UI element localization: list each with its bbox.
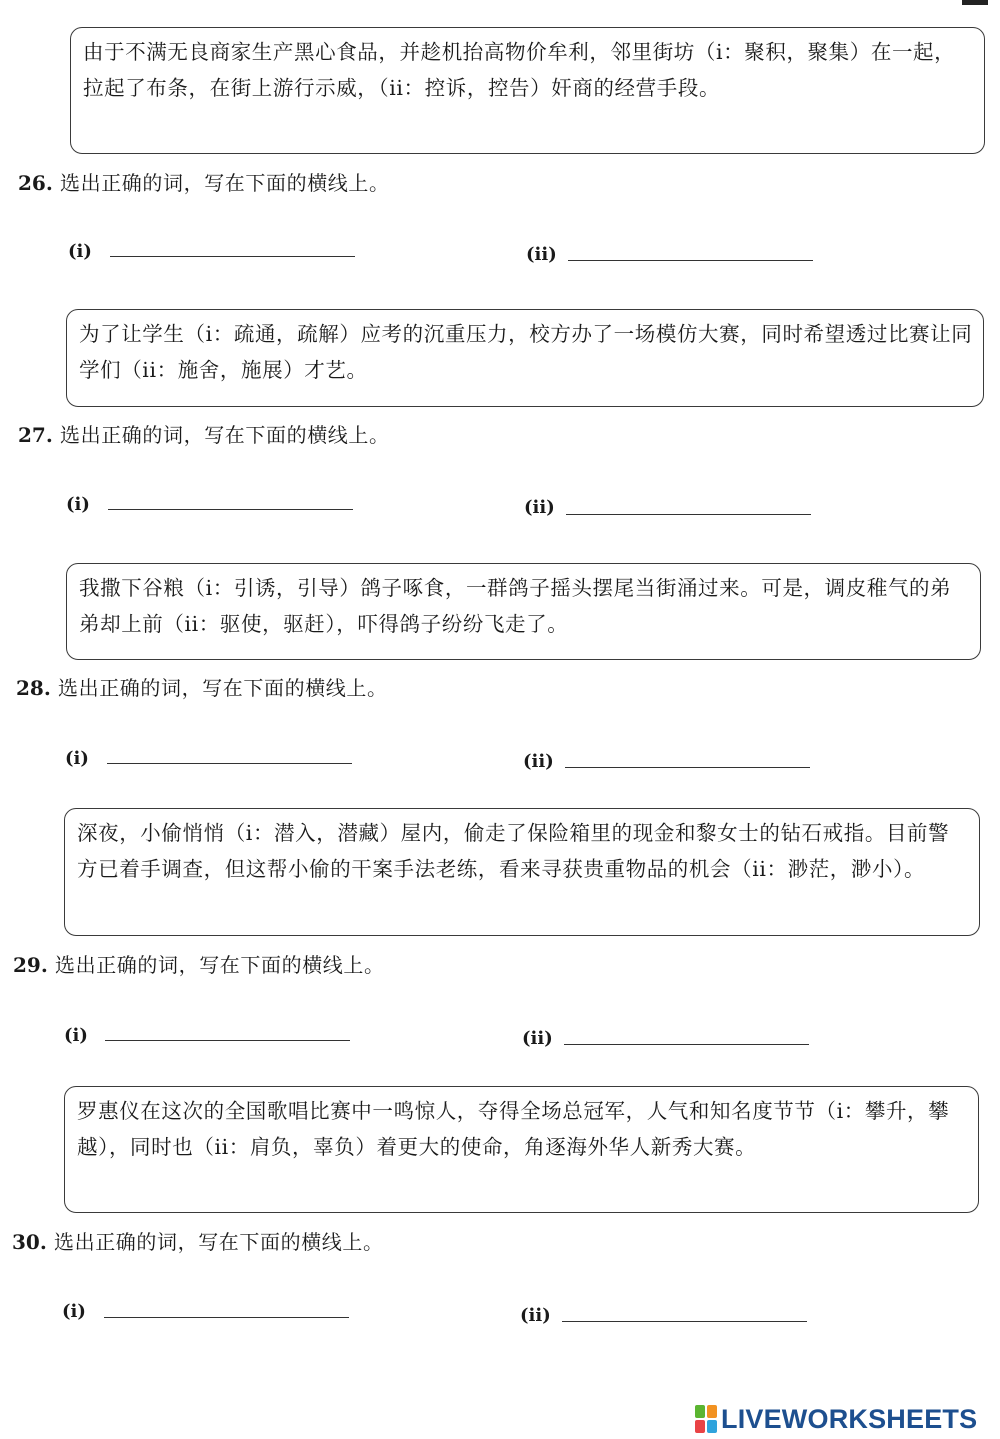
passage-28: 我撒下谷粮（i：引诱，引导）鸽子啄食，一群鸽子摇头摆尾当街涌过来。可是，调皮稚气的弟弟却上前（ii：驱使，驱赶），吓得鸽子纷纷飞走了。	[66, 563, 981, 660]
answer-30-i-input[interactable]	[104, 1317, 349, 1318]
passage-26: 由于不满无良商家生产黑心食品，并趁机抬高物价牟利，邻里街坊（i：聚积，聚集）在一起，拉起了布条，在街上游行示威，（ii：控诉，控告）奸商的经营手段。	[70, 27, 985, 154]
question-prompt: 选出正确的词，写在下面的横线上。	[60, 423, 390, 447]
logo-square-orange	[707, 1405, 717, 1418]
question-number: 27.	[18, 423, 53, 447]
answer-label-i: (i)	[65, 748, 89, 769]
question-prompt: 选出正确的词，写在下面的横线上。	[58, 676, 388, 700]
answer-label-ii: (ii)	[520, 1305, 551, 1326]
question-prompt: 选出正确的词，写在下面的横线上。	[60, 171, 390, 195]
question-30	[12, 1228, 384, 1256]
answer-29-ii-input[interactable]	[564, 1044, 809, 1045]
answer-26-i-input[interactable]	[110, 256, 355, 257]
answer-28-ii-input[interactable]	[565, 767, 810, 768]
question-number: 30.	[12, 1230, 47, 1254]
answer-26-ii-input[interactable]	[568, 260, 813, 261]
answer-label-ii: (ii)	[526, 244, 557, 265]
answer-label-ii: (ii)	[523, 751, 554, 772]
question-number: 26.	[18, 171, 53, 195]
answer-label-i: (i)	[64, 1025, 88, 1046]
answer-29-i-input[interactable]	[105, 1040, 350, 1041]
question-number: 28.	[16, 676, 51, 700]
answer-label-i: (i)	[62, 1301, 86, 1322]
corner-mark	[962, 0, 988, 5]
answer-30-ii-input[interactable]	[562, 1321, 807, 1322]
question-27	[18, 421, 390, 449]
answer-label-ii: (ii)	[524, 497, 555, 518]
passage-27: 为了让学生（i：疏通，疏解）应考的沉重压力，校方办了一场模仿大赛，同时希望透过比赛让同学们（ii：施舍，施展）才艺。	[66, 309, 984, 407]
answer-28-i-input[interactable]	[107, 763, 352, 764]
passage-29: 深夜，小偷悄悄（i：潜入，潜藏）屋内，偷走了保险箱里的现金和黎女士的钻石戒指。目前警方已着手调查，但这帮小偷的干案手法老练，看来寻获贵重物品的机会（ii：渺茫，渺小）。	[64, 808, 980, 936]
answer-label-i: (i)	[66, 494, 90, 515]
logo-square-red	[695, 1420, 705, 1433]
question-prompt: 选出正确的词，写在下面的横线上。	[54, 1230, 384, 1254]
liveworksheets-logo-icon	[695, 1405, 717, 1433]
logo-square-green	[695, 1405, 705, 1418]
question-26	[18, 169, 390, 197]
question-29	[13, 951, 385, 979]
question-28	[16, 674, 388, 702]
logo-text: LIVEWORKSHEETS	[721, 1403, 978, 1434]
question-prompt: 选出正确的词，写在下面的横线上。	[55, 953, 385, 977]
liveworksheets-logo	[695, 1402, 977, 1436]
passage-30: 罗惠仪在这次的全国歌唱比赛中一鸣惊人，夺得全场总冠军，人气和知名度节节（i：攀升，攀越），同时也（ii：肩负，辜负）着更大的使命，角逐海外华人新秀大赛。	[64, 1086, 979, 1213]
logo-square-blue	[707, 1420, 717, 1433]
answer-27-ii-input[interactable]	[566, 514, 811, 515]
answer-label-ii: (ii)	[522, 1028, 553, 1049]
question-number: 29.	[13, 953, 48, 977]
answer-label-i: (i)	[68, 241, 92, 262]
answer-27-i-input[interactable]	[108, 509, 353, 510]
